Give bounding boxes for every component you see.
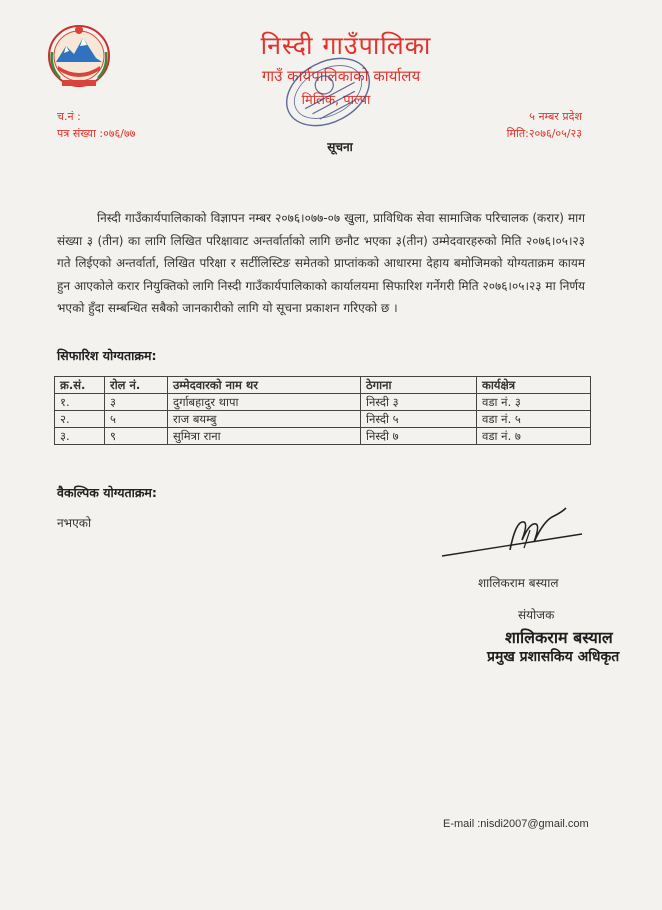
signer-name: शालिकराम बस्याल [478,576,559,590]
cell-name: सुमित्रा राना [168,428,361,445]
office-seal-stamp [268,42,388,142]
cell-serial: २. [55,411,105,428]
recommendation-table [54,376,591,445]
cell-serial: १. [55,394,105,411]
office-address: मिलिक, पाल्पा [301,93,371,108]
cell-address: निस्दी ३ [361,394,477,411]
stamp-signer-name: शालिकराम बस्याल [505,628,613,647]
cell-roll: ९ [105,428,168,445]
col-roll: रोल नं. [105,377,168,394]
cell-workplace: वडा नं. ७ [477,428,591,445]
cell-address: निस्दी ७ [361,428,477,445]
table-row [55,411,591,428]
col-address: ठेगाना [361,377,477,394]
table-row [55,428,591,445]
notice-date: मिति:२०७६/०५/२३ [506,127,582,140]
signer-role: संयोजक [518,608,555,622]
col-serial: क्र.सं. [55,377,105,394]
reference-numbers [57,108,135,142]
alternative-value: नभएको [57,516,92,530]
province-date [507,108,582,142]
notice-title: सूचना [327,140,353,154]
cell-serial: ३. [55,428,105,445]
handwritten-signature [432,500,592,570]
cell-name: राज बयम्बु [168,411,361,428]
cell-roll: ३ [105,394,168,411]
table-row [55,394,591,411]
stamp-signer-title: प्रमुख प्रशासकिय अधिकृत [487,649,620,665]
contact-email: E-mail :nisdi2007@gmail.com [443,818,589,830]
cell-name: दुर्गाबहादुर थापा [168,394,361,411]
col-name: उम्मेदवारको नाम थर [168,377,361,394]
office-name: गाउँ कार्यपालिकाको कार्यालय [261,67,421,85]
cell-workplace: वडा नं. ३ [477,394,591,411]
province: ५ नम्बर प्रदेश [529,110,582,123]
table-header-row [55,377,591,394]
alternative-heading: वैकल्पिक योग्यताक्रम: [57,485,157,500]
cell-roll: ५ [105,411,168,428]
cell-address: निस्दी ५ [361,411,477,428]
col-workplace: कार्यक्षेत्र [477,377,591,394]
cha-no: च.नं : [57,110,81,123]
cell-workplace: वडा नं. ५ [477,411,591,428]
recommended-heading: सिफारिश योग्यताक्रम: [57,348,157,363]
patra-sankhya: पत्र संख्या :०७६/७७ [57,127,136,140]
notice-body: निस्दी गाउँकार्यपालिकाको विज्ञापन नम्बर २०७६।०७७-०७ खुला, प्राविधिक सेवा सामाजिक परिचालक (करार) माग संख्या ३ (तीन) का लागि लिखित परिक्षावाट अन्तर्वार्ताको लागि छनौट भएका ३(तीन) उम्मेदवारहरुको मिति २०७६।०५।२३ गते लिईएको अन्तर्वार्ता, लिखित परिक्षा र सर्टीलिस्टिङ समेतको प्राप्तांकको आधारमा देहाय बमोजिमको योग्यताक्रम कायम हुन आएकोले करार नियुक्तिको लागि निस्दी गाउँकार्यपालिकाको कार्यालयमा सिफारिश गर्नेगरी मिति २०७६।०५।२३ मा निर्णय भएको हुँदा सम्बन्धित सबैको जानकारीको लागि यो सूचना प्रकाशन गरिएको छ । [57,211,585,315]
org-name: निस्दी गाउँपालिका [260,31,432,60]
